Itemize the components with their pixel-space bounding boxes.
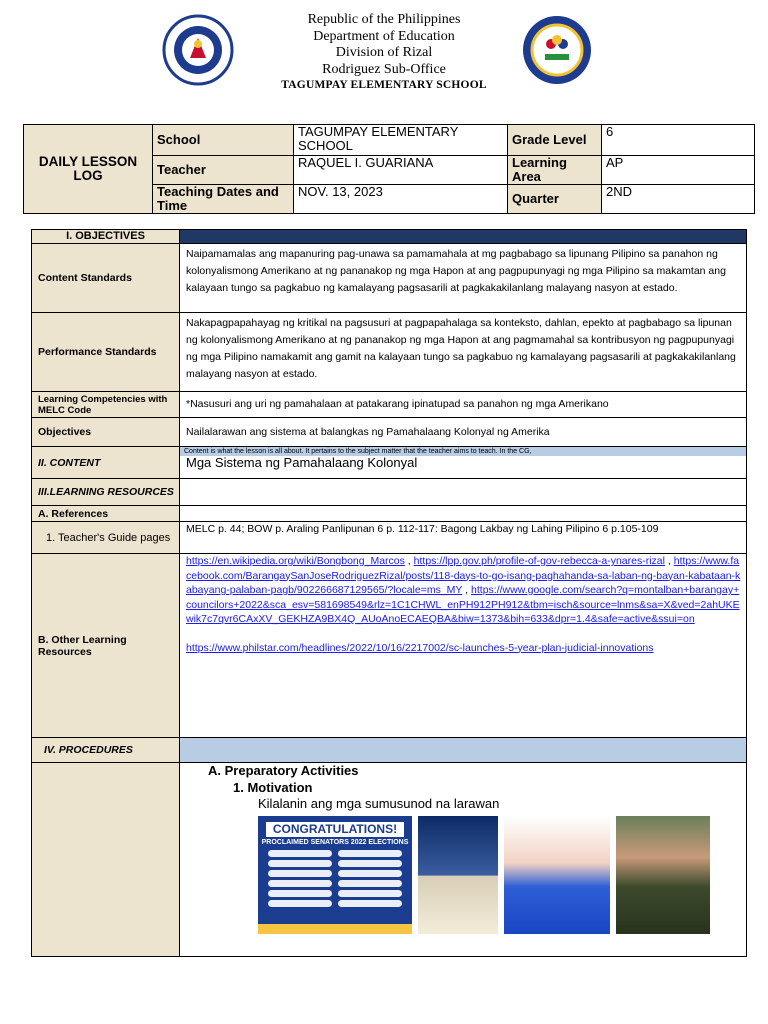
header-line1: Republic of the Philippines: [307, 12, 461, 27]
procedures-header: IV. PROCEDURES: [32, 738, 180, 763]
tg-value: MELC p. 44; BOW p. Araling Panlipunan 6 p. 112-117: Bagong Lakbay ng Lahing Pilipino 6 p.105-109: [180, 522, 747, 554]
content-header: II. CONTENT: [32, 447, 180, 479]
performance-standards-label: Performance Standards: [32, 313, 180, 392]
content-value: Mga Sistema ng Pamahalaang Kolonyal: [186, 455, 418, 470]
procedures-label-blank: [32, 763, 180, 957]
link-separator: ,: [664, 555, 671, 567]
portrait-photo-3: [616, 816, 710, 934]
references-blank: [180, 506, 747, 522]
motivation-text: Kilalanin ang mga sumusunod na larawan: [258, 796, 500, 811]
references-label: A. References: [32, 506, 180, 522]
link-philstar[interactable]: https://www.philstar.com/headlines/2022/10/16/2217002/sc-launches-5-year-plan-judicial-innovations: [186, 641, 654, 654]
other-resources-label: B. Other Learning Resources: [32, 554, 180, 738]
resources-header: III.LEARNING RESOURCES: [32, 479, 180, 506]
header-line2: Department of Education: [313, 28, 455, 44]
poster-subtitle: PROCLAIMED SENATORS 2022 ELECTIONS: [261, 838, 409, 846]
lesson-plan-table: [31, 229, 747, 957]
prep-activities: A. Preparatory Activities: [208, 763, 359, 778]
content-standards-text: Naipamamalas ang mapanuring pag-unawa sa pamamahala at mg pagbabago sa lipunang Pilipino sa panahon ng kolonyalismong Amerikano at ng pananakop ng mga Hapon at ang pagpupunyagi ng mga Pilipino sa makamtan ang kalayaan tungo sa pagkabuo ng kamalayang pagsasarili at pagkakakilanlang malayang nasyon at estado.: [180, 244, 747, 313]
school-label: School: [153, 125, 294, 156]
tg-label: 1. Teacher's Guide pages: [32, 522, 180, 554]
content-note: Content is what the lesson is all about. It pertains to the subject matter that the teacher aims to teach. In the CG,: [180, 447, 746, 456]
letterhead: [0, 12, 768, 92]
objectives-header-bar: [180, 230, 747, 244]
grade-label: Grade Level: [508, 125, 602, 156]
motivation-label: 1. Motivation: [233, 779, 313, 795]
content-standards-label: Content Standards: [32, 244, 180, 313]
portrait-photo-1: [418, 816, 498, 934]
link-separator: ,: [462, 584, 472, 596]
performance-standards-text: Nakapagpapahayag ng kritikal na pagsusuri at pagpapahalaga sa konteksto, dahlan, epekto at pagbabago sa lipunan ng kolonyalismong Amerikano at ng pananakop ng mga Hapon at ang pagmamahal sa kontribusyon ng pagpupunyagi ng mga Pilipino namakamit ang gamit na kalayaan tungo sa pagkabuo ng kamalayang pagsasarili at pagkakakilanlang malayang nasyon at estado.: [180, 313, 747, 392]
area-value: AP: [602, 156, 755, 185]
link-lpp-ynares[interactable]: https://lpp.gov.ph/profile-of-gov-rebecca-a-ynares-rizal: [413, 555, 665, 567]
dates-label: Teaching Dates and Time: [153, 185, 294, 214]
motivation-photos: [258, 816, 742, 934]
link-bongbong-marcos[interactable]: https://en.wikipedia.org/wiki/Bongbong_Marcos: [186, 555, 405, 567]
link-separator: ,: [404, 555, 414, 567]
procedures-bar: [180, 738, 747, 763]
dates-value: NOV. 13, 2023: [294, 185, 508, 214]
school-value: TAGUMPAY ELEMENTARY SCHOOL: [294, 125, 508, 156]
grade-value: 6: [602, 125, 755, 156]
link-google-search[interactable]: https://www.google.com/search?q=montalban+barangay+councilors+2022&sca_esv=581698549&rlz=1C1CHWL_enPH912PH912&tbm=isch&source=lnms&sa=X&ved=2ahUKEwik7c7qvr6CAxXV_GEKHZA9BX4Q_AUoAnoECAEQBA&biw=1373&bih=633&dpr=1.4&safe=active&ssui=on: [186, 584, 740, 625]
competencies-label: Learning Competencies with MELC Code: [32, 392, 180, 418]
teacher-value: RAQUEL I. GUARIANA: [294, 156, 508, 185]
quarter-value: 2ND: [602, 185, 755, 214]
portrait-photo-2: [504, 816, 610, 934]
header-line4: Rodriguez Sub-Office: [322, 61, 446, 77]
school-name: TAGUMPAY ELEMENTARY SCHOOL: [281, 79, 487, 91]
poster-title: CONGRATULATIONS!: [266, 822, 404, 837]
objectives-text: Nailalarawan ang sistema at balangkas ng Pamahalaang Kolonyal ng Amerika: [180, 418, 747, 447]
link-facebook-san-jose[interactable]: https://www.facebook.com/BarangaySanJoseRodriguezRizal/posts/118-days-to-go-isang-paghahanda-sa-laban-ng-bayan-kabataan-kabayang-palaban-pagb/902266687129565/?locale=ms_MY: [186, 555, 741, 596]
objectives-header: I. OBJECTIVES: [32, 230, 180, 244]
teacher-label: Teacher: [153, 156, 294, 185]
header-line3: Division of Rizal: [335, 45, 433, 60]
dll-title: DAILY LESSON LOG: [24, 125, 153, 214]
competencies-text: *Nasusuri ang uri ng pamahalaan at patakarang ipinatupad sa panahon ng mga Amerikano: [180, 392, 747, 418]
senators-poster-image: [258, 816, 412, 934]
lesson-info-table: [23, 124, 755, 214]
resources-blank: [180, 479, 747, 506]
area-label: Learning Area: [508, 156, 602, 185]
objectives-label: Objectives: [32, 418, 180, 447]
quarter-label: Quarter: [508, 185, 602, 214]
